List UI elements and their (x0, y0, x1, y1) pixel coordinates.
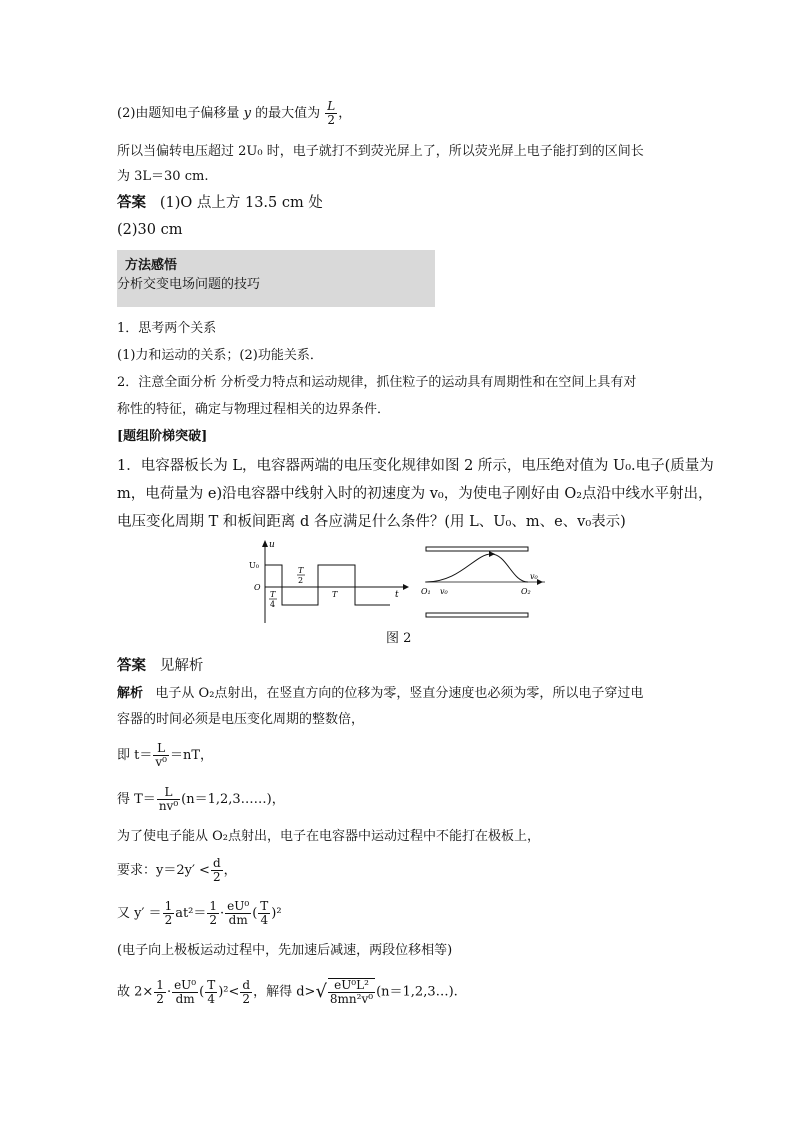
text: ，解得 d> (253, 984, 316, 1000)
answer-text: (1)O 点上方 13.5 cm 处 (159, 195, 323, 211)
method-title: 方法感悟 (125, 258, 178, 273)
solution-line2: 容器的时间必须是电压变化周期的整数倍， (117, 712, 365, 727)
answer1 (117, 193, 323, 213)
den: dm (228, 913, 248, 927)
fraction (258, 900, 270, 927)
num: T (260, 899, 269, 913)
tip-2b: 称性的特征，确定与物理过程相关的边界条件． (117, 402, 391, 417)
var-y: y (243, 106, 251, 121)
eq-2 (117, 786, 285, 813)
t-label: t (395, 590, 399, 600)
square-wave (265, 565, 390, 605)
fraction (205, 979, 217, 1006)
electron-path (426, 554, 528, 582)
text: 得 T＝ (117, 792, 156, 807)
text: (n＝1,2,3…). (376, 984, 458, 1000)
solution-line4: (电子向上极板运动过程中，先加速后减速，两段位移相等) (117, 943, 453, 958)
den: 2 (156, 991, 164, 1006)
num: d (212, 856, 221, 870)
U0-label: U₀ (249, 561, 259, 570)
path-arrow (489, 551, 495, 557)
num: L (157, 786, 180, 800)
T4-den: 4 (270, 600, 276, 609)
fraction (211, 857, 223, 884)
answer-label: 答案 (117, 657, 146, 674)
O2-label: O₂ (521, 587, 531, 596)
eq-1 (117, 742, 213, 769)
text: · (220, 906, 225, 921)
part2-line1 (117, 100, 351, 127)
num: d (242, 977, 251, 992)
text: 的最大值为 (255, 106, 321, 121)
v0-left-label: v₀ (440, 587, 448, 596)
text: ， (223, 863, 237, 878)
t-axis-arrow (403, 584, 409, 590)
text: ( (252, 906, 258, 921)
eq-5 (117, 978, 458, 1006)
text: 又 y′ ＝ (117, 906, 162, 921)
num: 1 (209, 899, 218, 913)
text: 即 t＝ (117, 748, 153, 763)
text: ( (199, 984, 205, 1000)
u-axis-arrow (262, 540, 268, 547)
den: 2 (164, 913, 173, 927)
tip-1b: (1)力和运动的关系；(2)功能关系． (117, 348, 323, 363)
v0-right-label: v₀ (530, 572, 538, 581)
tip-1: 1．思考两个关系 (117, 321, 217, 336)
answer-label: 答案 (117, 194, 146, 211)
num: T (207, 977, 216, 992)
fraction (153, 742, 169, 769)
section-heading: [题组阶梯突破] (117, 429, 208, 444)
fraction (225, 900, 251, 927)
den: 2 (242, 991, 251, 1006)
method-box (117, 250, 435, 307)
part2-line2: 所以当偏转电压超过 2U₀ 时，电子就打不到荧光屏上了，所以荧光屏上电子能打到的区间长 (117, 144, 644, 159)
u-label: u (269, 540, 275, 550)
fraction (172, 979, 198, 1006)
num: L (153, 742, 169, 756)
den: 2 (209, 913, 218, 927)
figure-2 (245, 537, 545, 627)
text: (n＝1,2,3……)， (181, 792, 285, 807)
solution-line1 (117, 685, 643, 703)
eq-4 (117, 900, 282, 927)
problem-line1: 1．电容器板长为 L，电容器两端的电压变化规律如图 2 所示，电压绝对值为 U₀.电子(质量为 (117, 458, 714, 474)
den: 4 (207, 991, 216, 1006)
den: 8mn²v⁰ (329, 992, 374, 1006)
solution-label: 解析 (117, 686, 144, 701)
text: · (166, 984, 172, 1000)
den: 2 (212, 870, 221, 884)
tip-2a: 2．注意全面分析 分析受力特点和运动规律，抓住粒子的运动具有周期性和在空间上具有对 (117, 375, 637, 390)
text: ＝nT， (169, 748, 213, 763)
num: L (327, 99, 336, 113)
fraction (240, 979, 252, 1006)
sqrt-fraction (328, 978, 375, 1006)
T-label: T (332, 590, 338, 599)
den: 4 (260, 913, 269, 927)
fraction (207, 900, 219, 927)
part2-line3: 为 3L＝30 cm. (117, 169, 209, 184)
center-arrow (537, 579, 543, 585)
num: eU⁰L² (328, 979, 375, 993)
origin-label: O (254, 583, 261, 592)
T2-den: 2 (298, 576, 304, 585)
text: 电子从 O₂点射出，在竖直方向的位移为零，竖直分速度也必须为零，所以电子穿过电 (155, 686, 644, 701)
T4-num: T (270, 590, 276, 599)
sqrt-sign: √ (315, 981, 327, 1002)
num: eU⁰ (227, 899, 250, 913)
O1-label: O₁ (421, 587, 431, 596)
text: )² (271, 906, 282, 921)
method-subtitle: 分析交变电场问题的技巧 (117, 277, 261, 292)
text: (2)由题知电子偏移量 (117, 106, 240, 121)
T2-num: T (298, 566, 304, 575)
eq-3 (117, 857, 237, 884)
num: 1 (164, 899, 173, 913)
figure-caption: 图 2 (386, 631, 412, 646)
num: 1 (156, 977, 164, 992)
text: 故 2× (117, 984, 154, 1000)
den: nv⁰ (158, 799, 179, 813)
problem-line3: 电压变化周期 T 和板间距离 d 各应满足什么条件？(用 L、U₀、m、e、v₀表示) (117, 514, 626, 530)
answer2 (117, 656, 203, 676)
answer1-part2: (2)30 cm (117, 222, 183, 238)
text: )²< (218, 984, 240, 1000)
answer-text: 见解析 (159, 658, 204, 674)
fraction (157, 786, 180, 813)
text: at²＝ (175, 906, 207, 921)
text: 要求：y＝2y′ < (117, 863, 210, 878)
solution-line3: 为了使电子能从 O₂点射出，电子在电容器中运动过程中不能打在极板上， (117, 829, 541, 844)
upper-plate (426, 547, 528, 551)
problem-line2: m，电荷量为 e)沿电容器中线射入时的初速度为 v₀，为使电子刚好由 O₂点沿中线水平射出， (117, 486, 713, 502)
fraction (163, 900, 175, 927)
den: dm (175, 991, 195, 1006)
den: 2 (327, 113, 336, 127)
num: eU⁰ (174, 977, 197, 992)
fraction (154, 979, 166, 1006)
text: ， (338, 106, 352, 121)
den: v⁰ (155, 755, 167, 769)
fraction-L-over-2 (325, 100, 337, 127)
lower-plate (426, 613, 528, 617)
